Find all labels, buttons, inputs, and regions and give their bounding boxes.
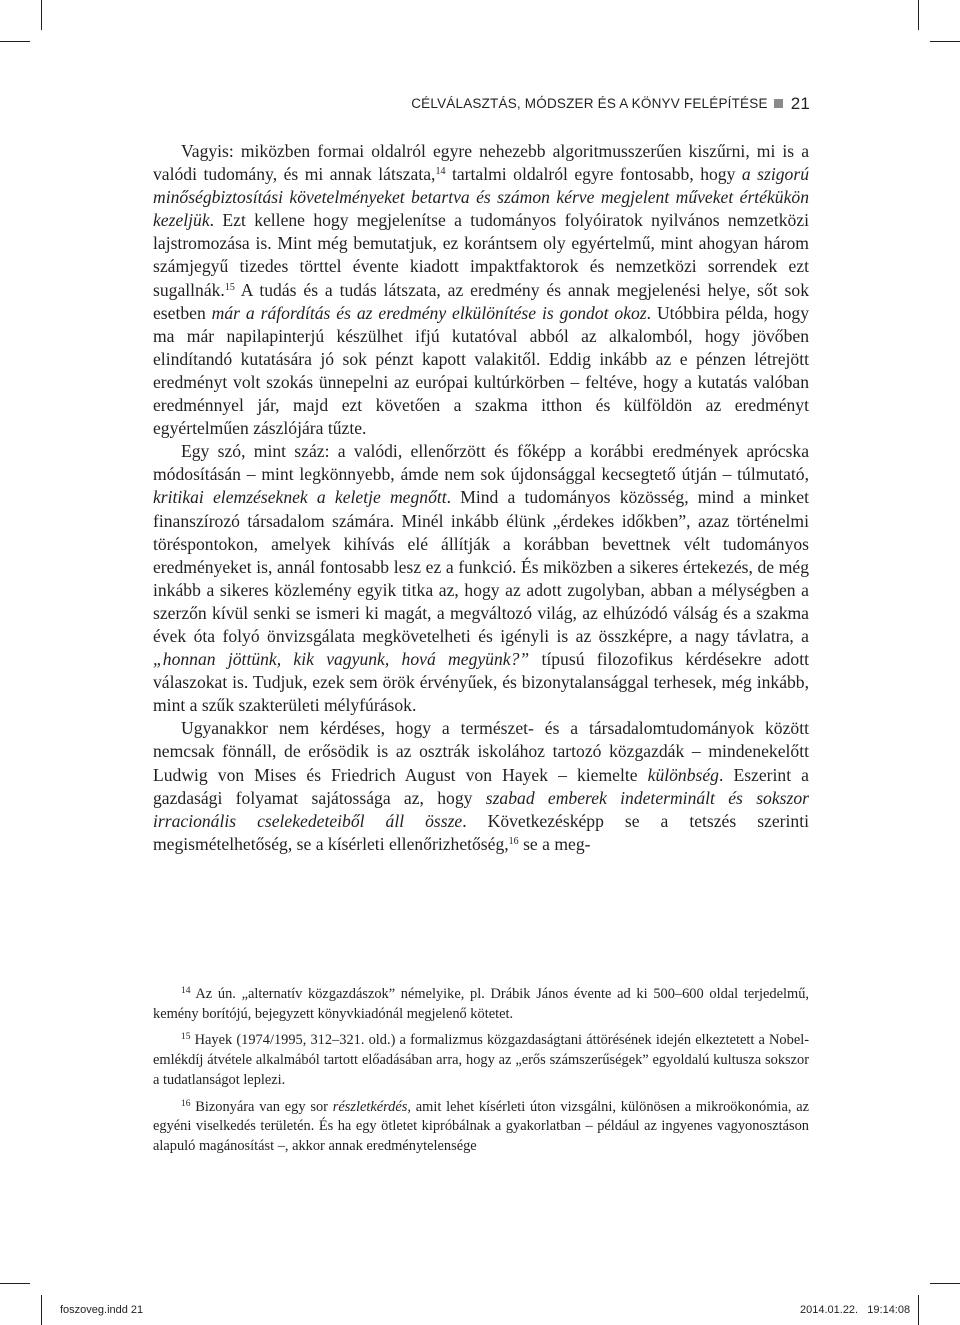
footnote-3: [153, 1098, 809, 1157]
text-run: . Következésképp se a tetszés szerinti megismételhetőség, se a kísérleti ellenőrizhetőség,: [153, 810, 809, 854]
crop-mark-top-right: [918, 0, 919, 30]
footnote-ref: 16: [508, 835, 519, 847]
italic-text: különbség: [647, 764, 719, 785]
text-run: se a meg-: [518, 833, 591, 854]
slug-timestamp: 2014.01.22. 19:14:08: [800, 1304, 911, 1316]
text-run: . Ezt kellene hogy megjelenítse a tudományos folyóiratok nyilvános nemzetközi lajstromozása is. Mint még bemutatjuk, ez korántsem oly egyértelmű, mint ahogyan három számjegyű tizedes törttel évente kiadott impaktfaktorok és nemzetközi sorrendek ezt sugallnák.: [153, 210, 809, 300]
slug-file: foszoveg.indd 21: [60, 1304, 144, 1316]
text-run: amit lehet kísérleti úton vizsgálni, különösen a mikroökonómia, az egyéni viselkedés területén. És ha egy ötletet kipróbálnak a gyakorlatban – például az ingyenes vagyonosztáson alapuló magánosítást –, akkor annak eredménytelensége: [153, 1098, 809, 1154]
text-run: . Eszerint a gazdasági folyamat sajátossága az, hogy: [153, 764, 809, 808]
footnote-ref: 16: [181, 1098, 191, 1109]
crop-mark-top-left: [41, 0, 42, 30]
italic-text: kritikai elemzéseknek a keletje megnőtt: [153, 487, 447, 508]
footnote-ref: 14: [435, 166, 446, 178]
text-run: Bizonyára van egy sor: [190, 1098, 333, 1115]
crop-mark-bottom-left-h: [0, 1283, 30, 1284]
crop-mark-bottom-right-h: [930, 1283, 960, 1284]
text-run: A tudás és a tudás látszata, az eredmény és annak megjelenési helye, sőt sok esetben: [153, 279, 809, 323]
footnote-ref: 14: [181, 986, 191, 996]
crop-mark-bottom-right: [918, 1295, 919, 1325]
footnote-ref: 15: [181, 1032, 191, 1043]
italic-text: részletkérdés,: [332, 1098, 411, 1115]
text-run: Hayek (1974/1995, 312–321. old.) a formalizmus közgazdaságtani áttörésének idején elkeztetett a Nobel-emlékdíj átvétele alkalmából tartott előadásában arra, hogy az „erős számszerűségek” egyoldalú kultusza sokszor a tudatlanságot leplezi.: [153, 1032, 809, 1088]
italic-text: szabad emberek indeterminált és sokszor irracionális cselekedeteiből áll össze: [153, 787, 809, 831]
paragraph-3: [153, 717, 809, 856]
text-run: Az ún. „alternatív közgazdászok” némelyike, pl. Drábik János évente ad ki 500–600 oldal terjedelmű, kemény borítójú, bejegyzett könyvkiadónál megjelenő kötetet.: [153, 986, 809, 1022]
text-run: Egy szó, mint száz: a valódi, ellenőrzött és főképp a korábbi eredmények aprócska módosításán – mint legkönnyebb, ámde nem sok újdonsággal kecsegtető útján – túlmutató,: [153, 441, 809, 485]
crop-mark-top-left-h: [0, 41, 30, 42]
paragraph-1: [153, 140, 809, 440]
text-run: Ugyanakkor nem kérdéses, hogy a természet- és a társadalomtudományok között nemcsak fönnáll, de erősödik is az osztrák iskolához tartozó közgazdák – mindenekelőtt Ludwig von Mises és Friedrich August von Hayek – kiemelte: [153, 718, 809, 785]
footnote-1: [153, 985, 809, 1024]
text-run: tartalmi oldalról egyre fontosabb, hogy: [445, 164, 742, 185]
text-run: típusú filozofikus kérdésekre adott válaszokat is. Tudjuk, ezek sem örök érvényűek, és bizonytalansággal terhesek, még inkább, mint a szűk szakterületi mélyfúrások.: [153, 649, 809, 716]
italic-text: a szigorú minőségbiztosítási követelményeket betartva és számon kérve megjelent műveket értékükön kezeljük: [153, 164, 809, 231]
text-run: . Utóbbira példa, hogy ma már napilapinterjú készülhet ifjú kutatóval abból az alkalomból, hogy jövőben elindítandó kutatására jó sok pénzt kapott valakitől. Eddig inkább az e pénzen létrejött eredményt volt szokás ünnepelni az európai kultúrkörben – feltéve, hogy a kutatás valóban eredménnyel jár, majd ezt követően a szakma itthon és külföldön az eredményt egyértelműen zászlójára tűzte.: [153, 302, 809, 439]
body-text: [153, 140, 809, 856]
crop-mark-top-right-h: [930, 41, 960, 42]
italic-text: „honnan jöttünk, kik vagyunk, hová megyünk?”: [153, 649, 530, 670]
text-run: Vagyis: miközben formai oldalról egyre nehezebb algoritmusszerűen kiszűrni, mi is a valódi tudomány, és mi annak látszata,: [153, 141, 809, 185]
footnote-2: [153, 1031, 809, 1090]
footnote-ref: 15: [224, 281, 235, 293]
italic-text: már a ráfordítás és az eredmény elkülönítése is gondot okoz: [211, 302, 647, 323]
crop-mark-bottom-left: [41, 1295, 42, 1325]
running-head: [150, 94, 810, 114]
paragraph-2: [153, 440, 809, 717]
running-head-title: CÉLVÁLASZTÁS, MÓDSZER ÉS A KÖNYV FELÉPÍTÉSE: [411, 96, 768, 111]
text-run: . Mind a tudományos közösség, mind a minket finanszírozó társadalom számára. Minél inkább élünk „érdekes időkben”, azaz történelmi töréspontokon, amelyek kihívás elé állítják a korábban bevettnek vélt tudományos eredményeket is, annál fontosabb lesz ez a funkció. És miközben a sikeres értekezés, de még inkább a sikeres közlemény egyik titka az, hogy az adott zugolyban, abban a mélységben a szerzőn kívül senki se ismeri ki magát, a megváltozó világ, az elhúzódó válság és a szakma évek óta folyó önvizsgálata megkövetelheti és igényli is az összképre, a nagy távlatra, a: [153, 487, 809, 646]
square-bullet-icon: [774, 99, 783, 108]
footnotes: [153, 985, 809, 1164]
page-number: 21: [790, 94, 810, 113]
